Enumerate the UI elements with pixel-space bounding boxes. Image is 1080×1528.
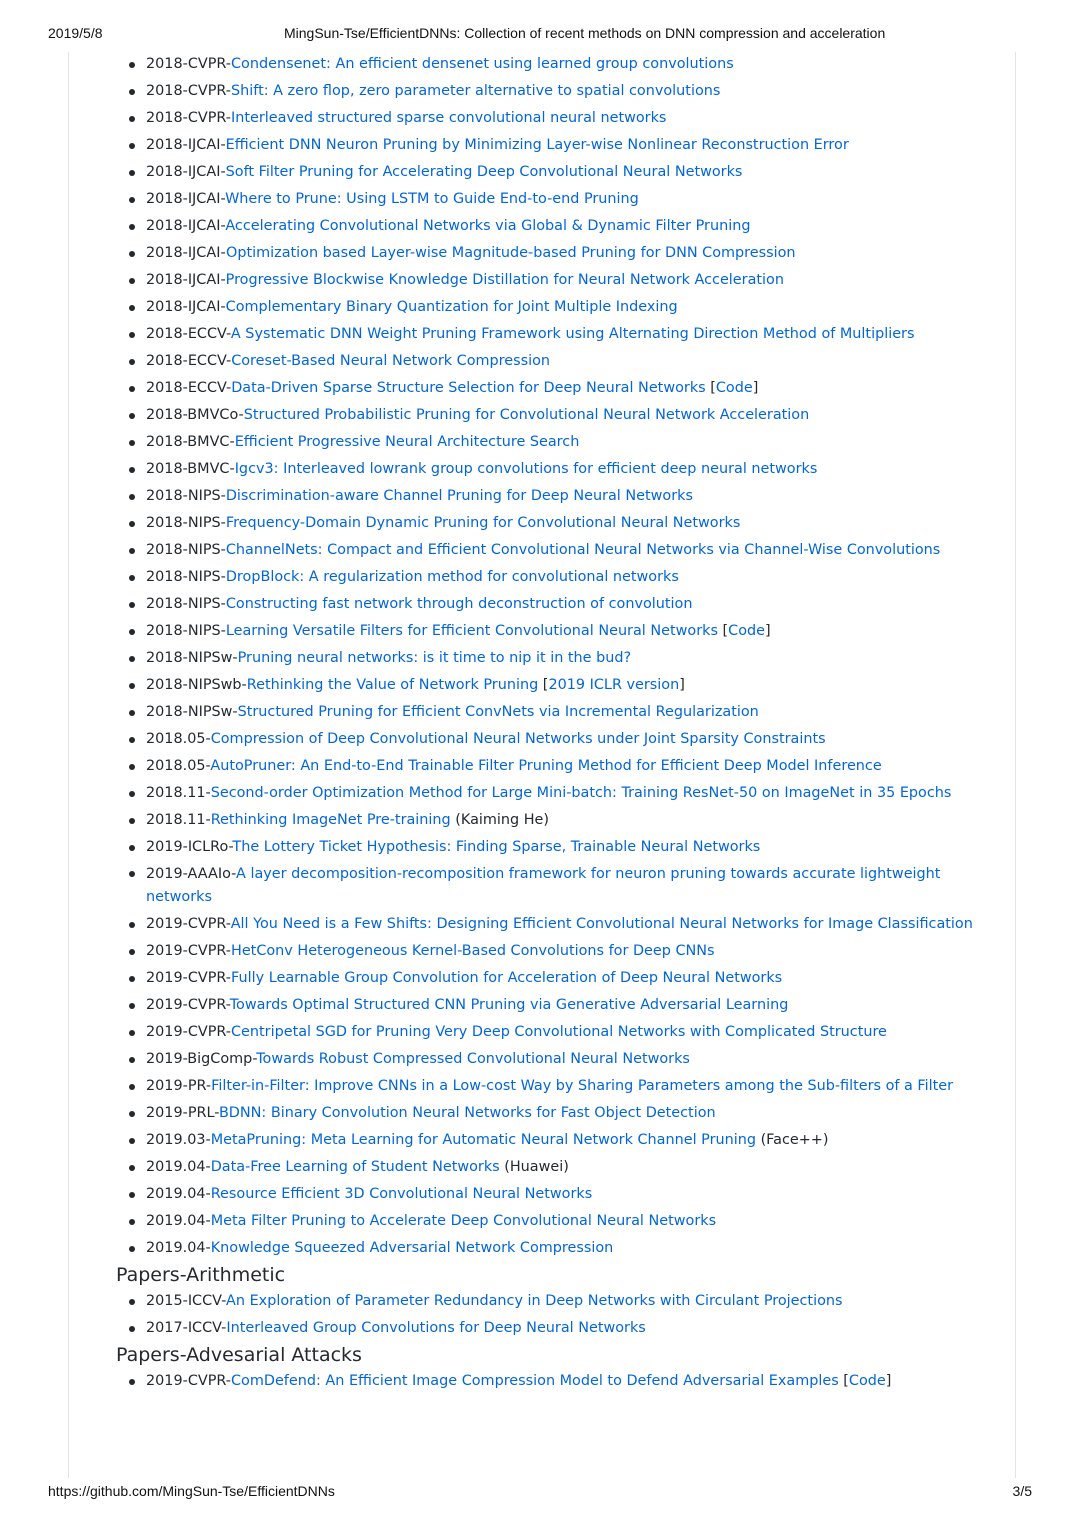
paper-item: 2019-CVPR-ComDefend: An Efficient Image Compression Model to Defend Adversarial Examples [Code] [116,1368,996,1395]
paper-item [116,51,996,78]
paper-link[interactable]: Towards Optimal Structured CNN Pruning via Generative Adversarial Learning [229,997,789,1013]
paper-list-adversarial [116,1368,996,1395]
paper-item [116,1100,996,1127]
paper-item [116,1208,996,1235]
paper-item [116,429,996,456]
paper-item [116,753,996,780]
paper-link[interactable]: Igcv3: Interleaved lowrank group convolutions for efficient deep neural networks [234,461,818,477]
paper-link[interactable]: Resource Efficient 3D Convolutional Neural Networks [210,1186,593,1202]
paper-link[interactable]: HetConv Heterogeneous Kernel-Based Convolutions for Deep CNNs [231,943,715,959]
paper-link[interactable]: Knowledge Squeezed Adversarial Network Compression [210,1240,614,1256]
bracket-link[interactable]: Code [715,380,753,396]
paper-venue: 2018-NIPSwb- [146,677,247,693]
paper-item [116,726,996,753]
paper-venue: 2019-BigComp- [146,1051,257,1067]
bracket-link[interactable]: Code [848,1373,886,1389]
paper-link[interactable]: DropBlock: A regularization method for convolutional networks [225,569,679,585]
paper-venue: 2018-BMVC- [146,434,235,450]
paper-venue: 2017-ICCV- [146,1320,227,1336]
paper-item [116,213,996,240]
paper-venue: 2019.04- [146,1186,211,1202]
paper-item [116,938,996,965]
paper-venue: 2018.11- [146,785,211,801]
paper-venue: 2018-CVPR- [146,56,231,72]
paper-link[interactable]: Filter-in-Filter: Improve CNNs in a Low-cost Way by Sharing Parameters among the Sub-filters of a Filter [211,1078,954,1094]
paper-link[interactable]: Rethinking the Value of Network Pruning [246,677,539,693]
paper-venue: 2018.11- [146,812,211,828]
paper-venue: 2019-CVPR- [146,1373,231,1389]
paper-link[interactable]: Efficient DNN Neuron Pruning by Minimizing Layer-wise Nonlinear Reconstruction Error [225,137,849,153]
paper-venue: 2018-IJCAI- [146,299,226,315]
paper-link[interactable]: Pruning neural networks: is it time to nip it in the bud? [237,650,632,666]
bracket-link[interactable]: Code [728,623,765,639]
paper-venue: 2018-IJCAI- [146,137,226,153]
paper-venue: 2018-ECCV- [146,353,232,369]
paper-venue: 2018-NIPS- [146,488,226,504]
paper-link[interactable]: Constructing fast network through deconstruction of convolution [225,596,693,612]
section-heading-adversarial: Papers-Advesarial Attacks [116,1344,362,1366]
paper-link[interactable]: Shift: A zero flop, zero parameter alternative to spatial convolutions [231,83,721,99]
paper-item [116,834,996,861]
paper-link[interactable]: Soft Filter Pruning for Accelerating Deep Convolutional Neural Networks [225,164,743,180]
paper-link[interactable]: Data-Driven Sparse Structure Selection for Deep Neural Networks [231,380,706,396]
paper-venue: 2019.04- [146,1240,211,1256]
paper-link[interactable]: Compression of Deep Convolutional Neural Networks under Joint Sparsity Constraints [210,731,826,747]
paper-item [116,1046,996,1073]
paper-link[interactable]: A Systematic DNN Weight Pruning Framework using Alternating Direction Method of Multipliers [230,326,915,342]
paper-venue: 2018-NIPS- [146,515,226,531]
paper-link[interactable]: MetaPruning: Meta Learning for Automatic Neural Network Channel Pruning [210,1132,756,1148]
print-page-title: MingSun-Tse/EfficientDNNs: Collection of recent methods on DNN compression and acceleration [284,25,886,41]
paper-venue: 2018-NIPSw- [146,704,238,720]
paper-venue: 2018-CVPR- [146,110,231,126]
paper-link[interactable]: AutoPruner: An End-to-End Trainable Filter Pruning Method for Efficient Deep Model Inference [210,758,882,774]
paper-item [116,564,996,591]
paper-venue: 2019.04- [146,1159,211,1175]
paper-venue: 2018-NIPSw- [146,650,238,666]
paper-venue: 2019-PRL- [146,1105,219,1121]
paper-link[interactable]: Interleaved structured sparse convolutional neural networks [231,110,667,126]
paper-item [116,105,996,132]
paper-venue: 2019-CVPR- [146,943,231,959]
print-footer [48,1483,1032,1503]
paper-link[interactable]: Where to Prune: Using LSTM to Guide End-to-end Pruning [225,191,639,207]
paper-item [116,402,996,429]
paper-item [116,591,996,618]
paper-link[interactable]: ChannelNets: Compact and Efficient Convolutional Neural Networks via Channel-Wise Convolutions [225,542,941,558]
paper-item [116,1315,996,1342]
paper-venue: 2019.03- [146,1132,211,1148]
paper-venue: 2018.05- [146,731,211,747]
paper-item [116,537,996,564]
paper-venue: 2019-PR- [146,1078,212,1094]
paper-note: (Huawei) [504,1159,569,1175]
paper-venue: 2019.04- [146,1213,211,1229]
readme-content [116,51,996,1395]
paper-link[interactable]: Rethinking ImageNet Pre-training [210,812,451,828]
paper-venue: 2018-BMVC- [146,461,235,477]
paper-item [116,1288,996,1315]
paper-item [116,294,996,321]
paper-item [116,78,996,105]
paper-link[interactable]: Optimization based Layer-wise Magnitude-based Pruning for DNN Compression [226,245,796,261]
paper-venue: 2019-CVPR- [146,997,230,1013]
page-number: 3/5 [1012,1483,1032,1499]
paper-item [116,483,996,510]
paper-item [116,861,996,911]
print-url: https://github.com/MingSun-Tse/EfficientDNNs [48,1483,335,1499]
paper-link[interactable]: Condensenet: An efficient densenet using learned group convolutions [231,56,734,72]
paper-venue: 2018-ECCV- [146,326,231,342]
paper-item [116,1154,996,1181]
paper-link[interactable]: Progressive Blockwise Knowledge Distillation for Neural Network Acceleration [225,272,784,288]
paper-note: (Kaiming He) [455,812,550,828]
paper-link[interactable]: Towards Robust Compressed Convolutional Neural Networks [256,1051,690,1067]
paper-venue: 2019-ICLRo- [146,839,233,855]
paper-link[interactable]: Efficient Progressive Neural Architecture Search [234,434,580,450]
section-heading-arithmetic: Papers-Arithmetic [116,1264,286,1286]
paper-list [116,51,996,1262]
paper-link[interactable]: Centripetal SGD for Pruning Very Deep Convolutional Networks with Complicated Structure [231,1024,887,1040]
paper-item: 2018-NIPS-Learning Versatile Filters for Efficient Convolutional Neural Networks [Code] [116,618,996,645]
paper-item: 2018-ECCV-Data-Driven Sparse Structure Selection for Deep Neural Networks [Code] [116,375,996,402]
paper-item [116,807,996,834]
paper-link[interactable]: Learning Versatile Filters for Efficient Convolutional Neural Networks [225,623,718,639]
paper-venue: 2018-IJCAI- [146,191,226,207]
paper-item [116,1019,996,1046]
paper-note: (Face++) [760,1132,829,1148]
paper-item [116,510,996,537]
paper-venue: 2018-IJCAI- [146,164,226,180]
print-date: 2019/5/8 [48,25,103,41]
print-header [48,25,1032,45]
paper-item [116,1073,996,1100]
paper-link[interactable]: Data-Free Learning of Student Networks [210,1159,500,1175]
paper-venue: 2018.05- [146,758,211,774]
paper-venue: 2018-IJCAI- [146,245,227,261]
paper-venue: 2018-BMVCo- [146,407,244,423]
paper-item [116,348,996,375]
paper-venue: 2018-NIPS- [146,596,226,612]
paper-venue: 2019-CVPR- [146,970,231,986]
paper-link[interactable]: Meta Filter Pruning to Accelerate Deep Convolutional Neural Networks [210,1213,717,1229]
paper-link[interactable]: An Exploration of Parameter Redundancy in Deep Networks with Circulant Projections [226,1293,843,1309]
paper-link[interactable]: Second-order Optimization Method for Large Mini-batch: Training ResNet-50 on ImageNet in 35 Epochs [210,785,952,801]
paper-link[interactable]: Structured Probabilistic Pruning for Convolutional Neural Network Acceleration [243,407,810,423]
paper-item: 2018-NIPSwb-Rethinking the Value of Network Pruning [2019 ICLR version] [116,672,996,699]
paper-venue: 2019-CVPR- [146,916,231,932]
paper-item [116,992,996,1019]
paper-link[interactable]: Complementary Binary Quantization for Joint Multiple Indexing [225,299,678,315]
paper-link[interactable]: Coreset-Based Neural Network Compression [231,353,551,369]
paper-item [116,645,996,672]
paper-item [116,1127,996,1154]
paper-item [116,321,996,348]
paper-venue: 2019-CVPR- [146,1024,231,1040]
paper-item [116,159,996,186]
paper-venue: 2018-NIPS- [146,542,226,558]
paper-venue: 2018-ECCV- [146,380,232,396]
paper-venue: 2018-NIPS- [146,623,226,639]
paper-link[interactable]: BDNN: Binary Convolution Neural Networks for Fast Object Detection [218,1105,716,1121]
paper-venue: 2018-IJCAI- [146,272,226,288]
paper-item [116,911,996,938]
paper-venue: 2019-AAAIo- [146,866,237,882]
paper-item [116,456,996,483]
paper-item [116,1181,996,1208]
bracket-link[interactable]: 2019 ICLR version [548,677,680,693]
paper-link[interactable]: Discrimination-aware Channel Pruning for Deep Neural Networks [225,488,693,504]
paper-venue: 2018-NIPS- [146,569,226,585]
paper-venue: 2015-ICCV- [146,1293,227,1309]
paper-venue: 2018-CVPR- [146,83,231,99]
paper-item [116,186,996,213]
paper-link[interactable]: Fully Learnable Group Convolution for Acceleration of Deep Neural Networks [231,970,783,986]
paper-item [116,240,996,267]
paper-link[interactable]: The Lottery Ticket Hypothesis: Finding Sparse, Trainable Neural Networks [232,839,761,855]
paper-item [116,132,996,159]
paper-link[interactable]: All You Need is a Few Shifts: Designing Efficient Convolutional Neural Networks for Image Classification [230,916,973,932]
paper-link[interactable]: ComDefend: An Efficient Image Compression Model to Defend Adversarial Examples [231,1373,839,1389]
paper-link[interactable]: Accelerating Convolutional Networks via Global & Dynamic Filter Pruning [225,218,751,234]
paper-item [116,965,996,992]
paper-item [116,1235,996,1262]
paper-link[interactable]: A layer decomposition-recomposition framework for neuron pruning towards accurate lightweight networks [146,866,941,905]
paper-link[interactable]: Interleaved Group Convolutions for Deep Neural Networks [226,1320,646,1336]
paper-list-arithmetic [116,1288,996,1342]
paper-venue: 2018-IJCAI- [146,218,226,234]
paper-item [116,699,996,726]
paper-link[interactable]: Structured Pruning for Efficient ConvNets via Incremental Regularization [237,704,759,720]
paper-item [116,267,996,294]
paper-item [116,780,996,807]
paper-link[interactable]: Frequency-Domain Dynamic Pruning for Convolutional Neural Networks [225,515,741,531]
